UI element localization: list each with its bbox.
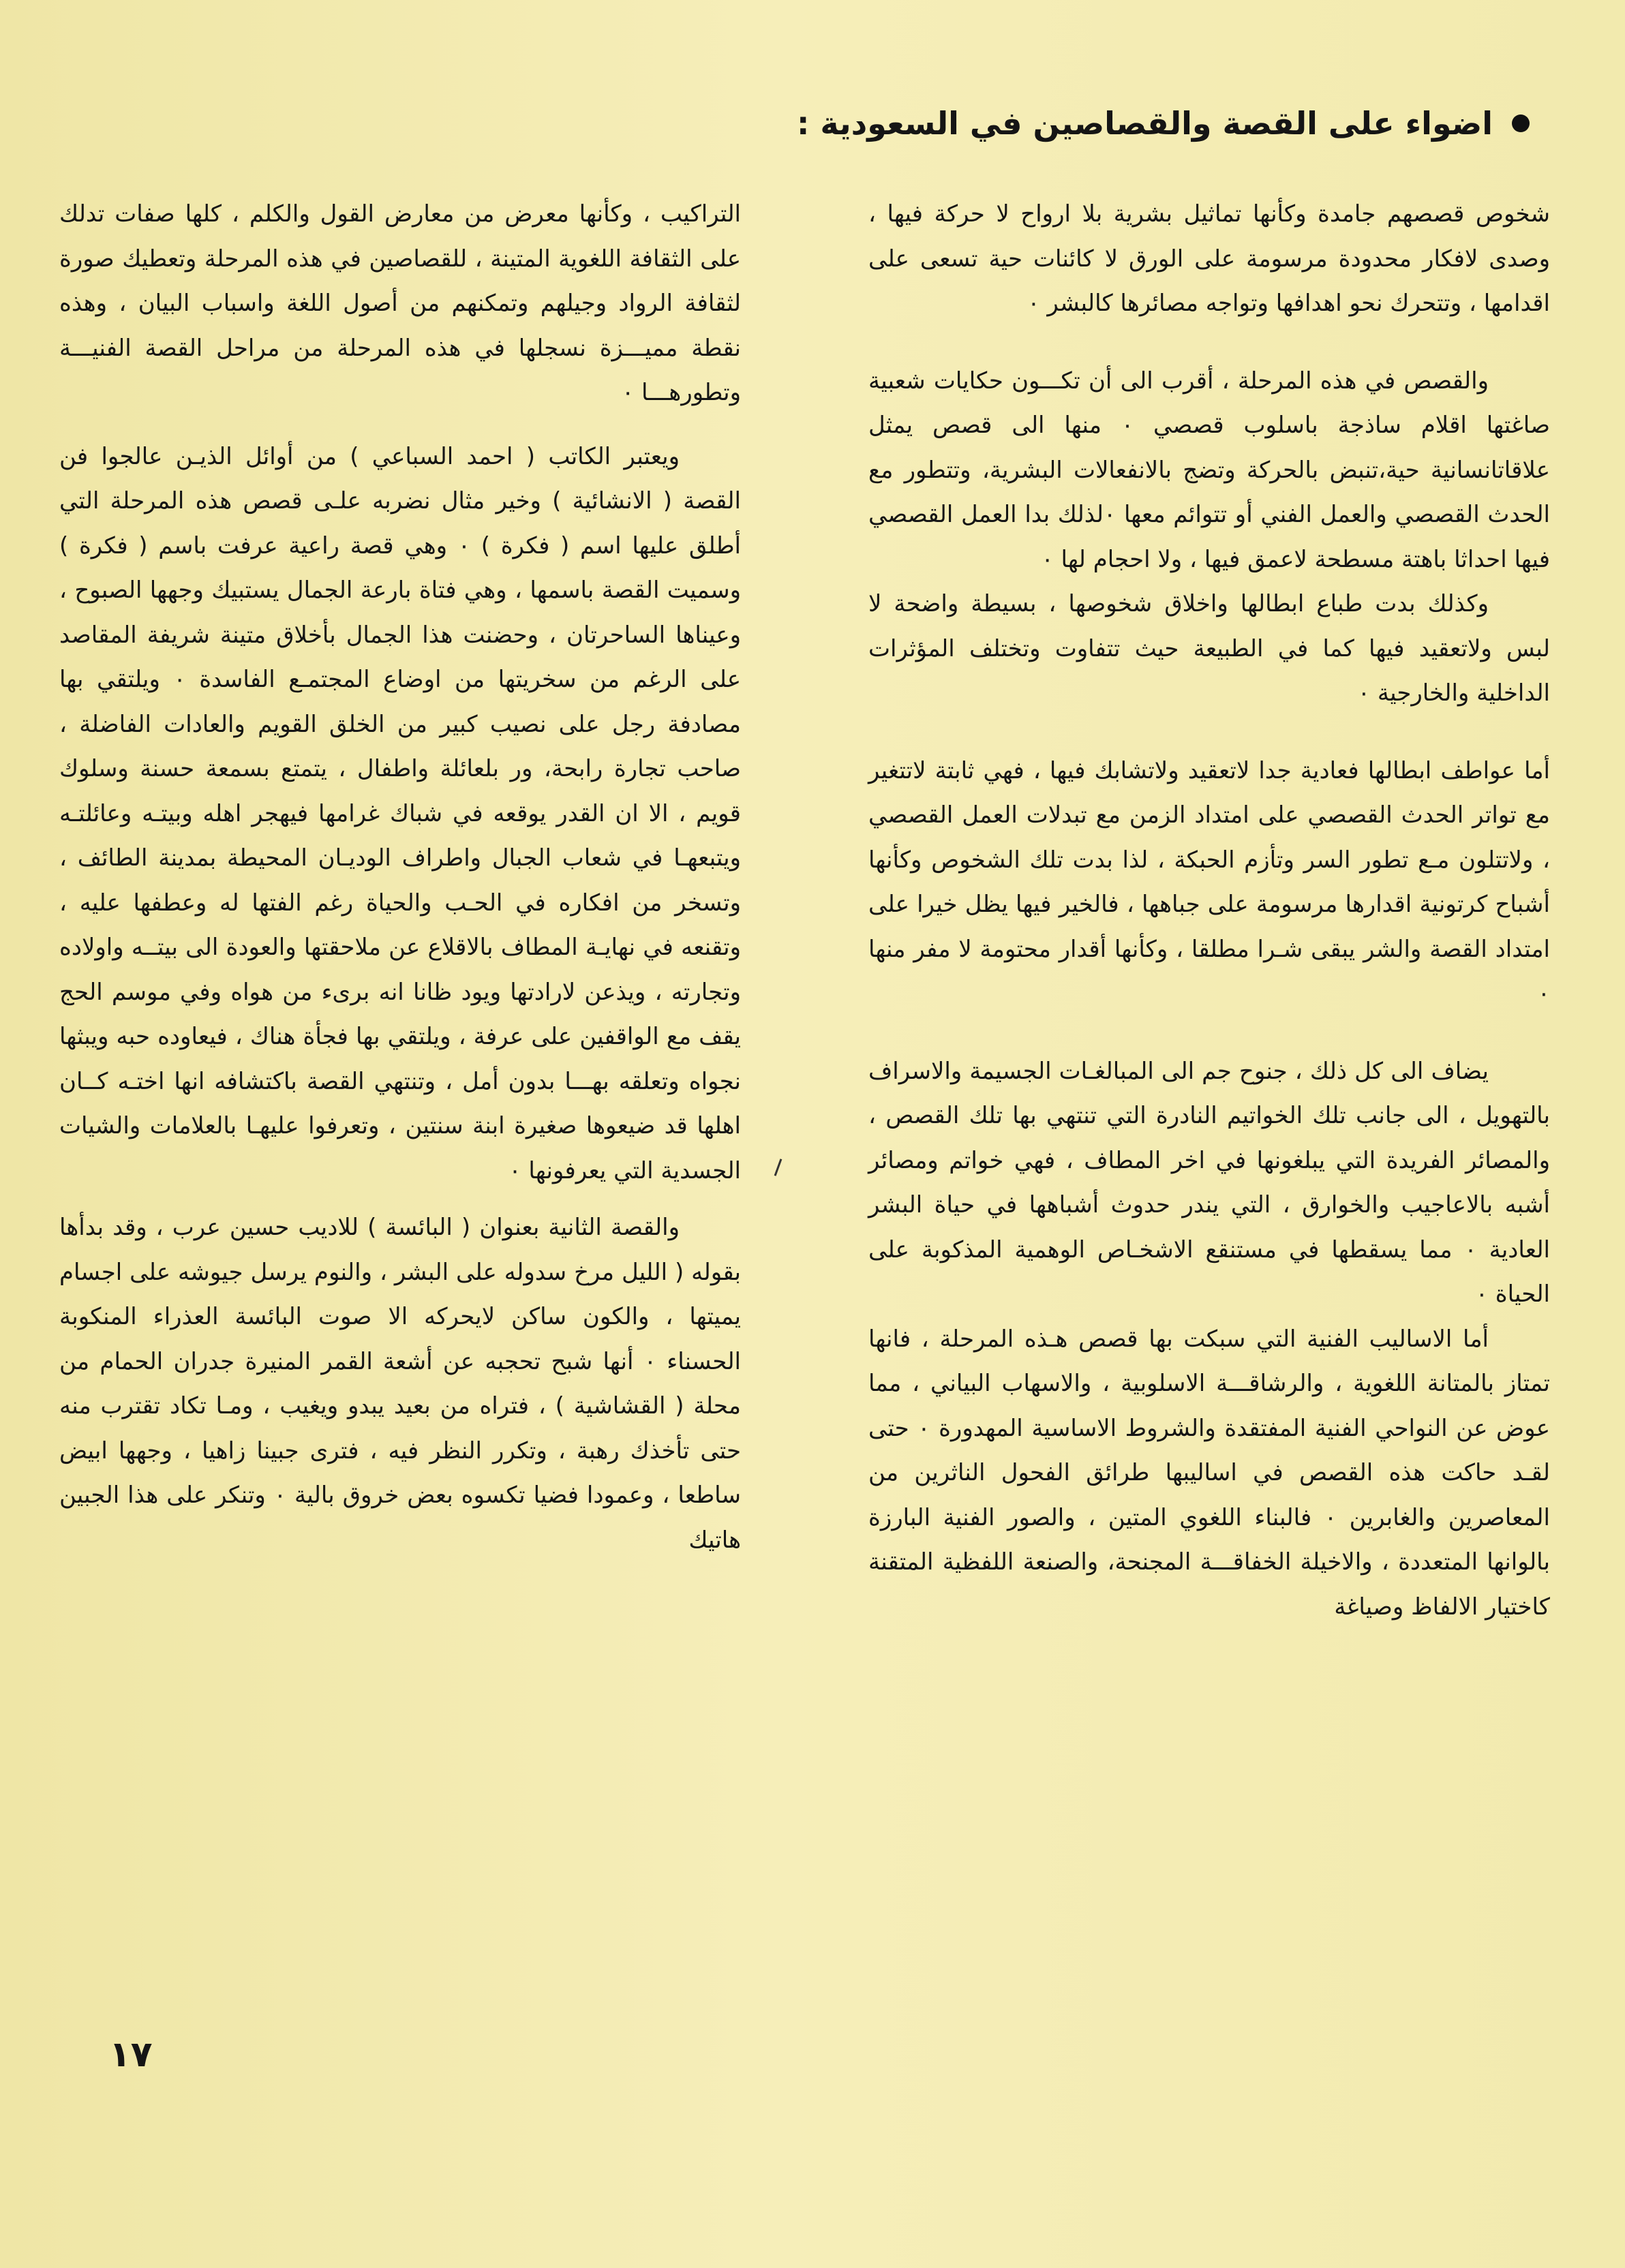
paragraph: ويعتبر الكاتب ( احمد السباعي ) من أوائل الذيـن عالجوا فن القصة ( الانشائية ) وخير مثال نضربه علـى قصص هذه المرحلة التي أطلق عليها اسم ( فكرة ) ٠ وهي قصة راعية عرفت باسم ( فكرة ) وسميت القصة باسمها ، وهي فتاة بارعة الجمال يستبيك وجهها الصبوح ، وعيناها الساحرتان ، وحضنت هذا الجمال بأخلاق متينة شريفة المقاصد على الرغم من سخريتها من اوضاع المجتمـع الفاسدة ٠ ويلتقي بها مصادفة رجل على نصيب كبير من الخلق القويم والعادات الفاضلة ، صاحب تجارة رابحة، ور بلعائلة واطفال ، يتمتع بسمعة حسنة وسلوك قويم ، الا ان القدر يوقعه في شباك غرامها فيهجر اهله وبيتـه وعائلتـه ويتبعهـا في شعاب الجبال واطراف الوديـان المحيطة بمدينة الطائف ، وتسخر من افكاره في الحـب والحياة رغم الفتها له وعطفها عليه ، وتقنعه في نهايـة المطاف بالاقلاع عن ملاحقتها والعودة الى بيتــه واولاده وتجارته ، ويذعن لارادتها ويود ظانا انه برىء من هواه وفي موسم الحج يقف مع الواقفين على عرفة ، ويلتقي بها فجأة هناك ، فيعاوده حبه ويبثها نجواه وتعلقه بهـــا بدون أمل ، وتنتهي القصة باكتشافه انها اختـه كــان اهلها قد ضيعوها صغيرة ابنة سنتين ، وتعرفوا عليهـا بالعلامات والشيات الجسدية التي يعرفونها ٠ <box>59 442 741 1184</box>
paragraph: التراكيب ، وكأنها معرض من معارض القول والكلم ، كلها صفات تدلك على الثقافة اللغوية المتينة ، للقصاصين في هذه المرحلة وتعطيك صورة لثقافة الرواد وجيلهم وتمكنهم من أصول اللغة واسباب البيان ، وهذه نقطة مميـــزة نسجلها في هذه المرحلة من مراحل القصة الفنيـــة وتطورهـــا ٠ <box>59 200 741 406</box>
left-text-column <box>59 192 741 1595</box>
paragraph: يضاف الى كل ذلك ، جنوح جم الى المبالغـات الجسيمة والاسراف بالتهويل ، الى جانب تلك الخواتيم النادرة التي تنتهي بها تلك القصص ، والمصائر الفريدة التي يبلغونها في اخر المطاف ، فهي خواتم ومصائر أشبه بالاعاجيب والخوارق ، التي يندر حدوث أشباهها في حياة البشر العادية ٠ مما يسقطها في مستنقع الاشخـاص الوهمية المذكوبة على الحياة ٠ <box>868 1057 1550 1308</box>
paragraph: أما عواطف ابطالها فعادية جدا لاتعقيد ولاتشابك فيها ، فهي ثابتة لاتتغير مع تواتر الحدث القصصي على امتداد الزمن مع تبدلات العمل القصصي ، ولاتتلون مـع تطور السر وتأزم الحبكة ، لذا بدت تلك الشخوص وكأنها أشباح كرتونية اقدارها مرسومة على جباهها ، فالخير فيها يظل خيرا على امتداد القصة والشر يبقى شـرا مطلقا ، وكأنها أقدار محتومة لا مفر منها ٠ <box>868 756 1550 1007</box>
right-text-column <box>868 192 1550 1662</box>
article-header <box>797 105 1530 142</box>
page-number: ١٧ <box>109 2034 153 2075</box>
paragraph: شخوص قصصهم جامدة وكأنها تماثيل بشرية بلا ارواح لا حركة فيها ، وصدى لافكار محدودة مرسومة على الورق لا كائنات حية تسعى على اقدامها ، وتتحرك نحو اهدافها وتواجه مصائرها كالبشر ٠ <box>868 200 1550 317</box>
paragraph: والقصة الثانية بعنوان ( البائسة ) للاديب حسين عرب ، وقد بدأها بقوله ( الليل مرخ سدوله على البشر ، والنوم يرسل جيوشه على اجسام يميتها ، والكون ساكن لايحركه الا صوت البائسة العذراء المنكوبة الحسناء ٠ أنها شبح تحجبه عن أشعة القمر المنيرة جدران الحمام من محلة ( القشاشية ) ، فتراه من بعيد يبدو ويغيب ، ومـا تكاد تقترب منه حتى تأخذك رهبة ، وتكرر النظر فيه ، فترى جبينا زاهيا ، وجهها ابيض ساطعا ، وعمودا فضيا تكسوه بعض خروق بالية ٠ وتنكر على هذا الجبين هاتيك <box>59 1214 741 1554</box>
paragraph: وكذلك بدت طباع ابطالها واخلاق شخوصها ، بسيطة واضحة لا لبس ولاتعقيد فيها كما في الطبيعة حيث تتفاوت وتختلف المؤثرات الداخلية والخارجية ٠ <box>868 590 1550 707</box>
stray-mark <box>774 1159 783 1176</box>
bullet-icon <box>1512 114 1530 132</box>
paragraph: والقصص في هذه المرحلة ، أقرب الى أن تكـــون حكايات شعبية صاغتها اقلام ساذجة باسلوب قصصي ٠ منها الى قصص يمثل علاقاتانسانية حية،تنبض بالحركة وتضج بالانفعالات البشرية، وتتطور مع الحدث القصصي والعمل الفني أو تتوائم معها ٠لذلك بدا العمل القصصي فيها احداثا باهتة مسطحة لاعمق فيها ، ولا احجام لها ٠ <box>868 367 1550 573</box>
paragraph: أما الاساليب الفنية التي سبكت بها قصص هـذه المرحلة ، فانها تمتاز بالمتانة اللغوية ، والرشاقـــة الاسلوبية ، والاسهاب البياني ، مما عوض عن النواحي الفنية المفتقدة والشروط الاساسية المهدورة ٠ حتى لقـد حاكت هذه القصص في اساليبها طرائق الفحول الناثرين من المعاصرين والغابرين ٠ فالبناء اللغوي المتين ، والصور الفنية البارزة بالوانها المتعددة ، والاخيلة الخفاقـــة المجنحة، والصنعة اللفظية المتقنة كاختيار الالفاظ وصياغة <box>868 1325 1550 1621</box>
article-title: اضواء على القصة والقصاصين في السعودية : <box>797 105 1493 142</box>
